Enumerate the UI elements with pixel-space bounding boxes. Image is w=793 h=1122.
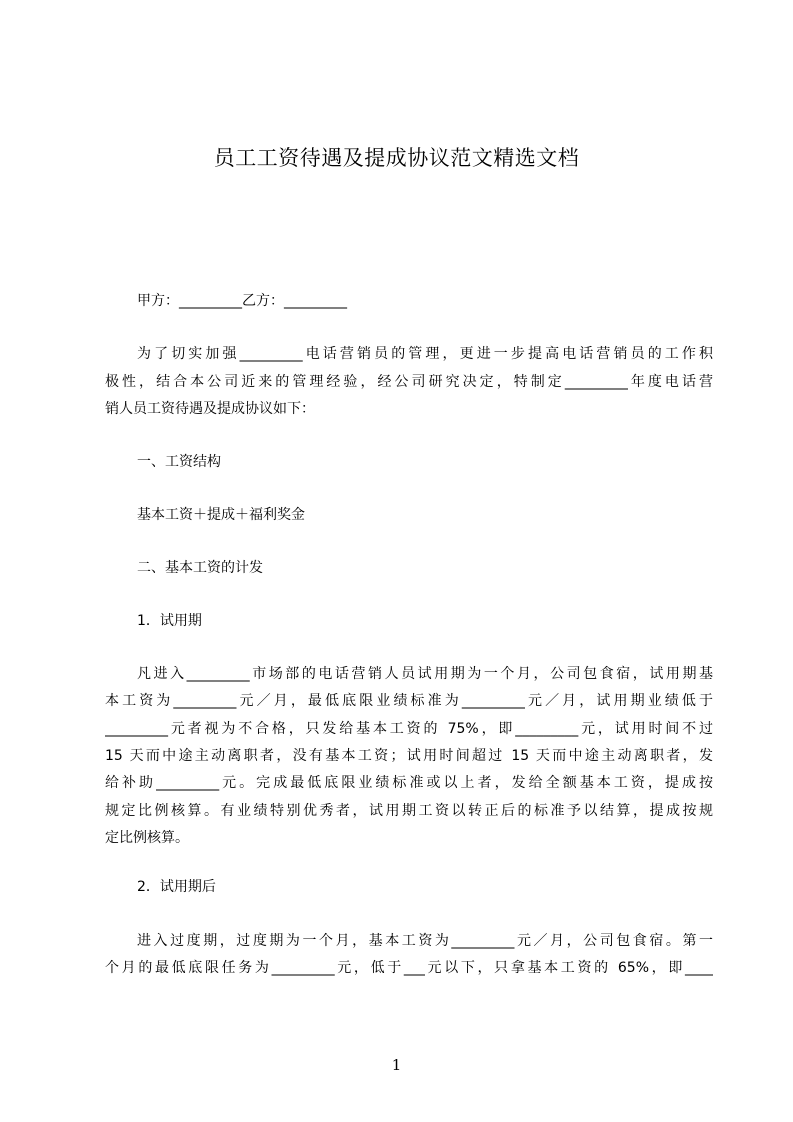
page-number: 1 bbox=[391, 1056, 402, 1074]
sub1-line-4: 15 天而中途主动离职者，没有基本工资；试用时间超过 15 天而中途主动离职者，发 bbox=[105, 748, 713, 764]
sub2-heading: 2．试用期后 bbox=[137, 879, 216, 895]
document-title: 员工工资待遇及提成协议范文精选文档 bbox=[213, 146, 580, 170]
intro-line-2: 极性，结合本公司近来的管理经验，经公司研究决定，特制定_________年度电话营 bbox=[105, 374, 713, 390]
sub1-line-5: 给补助_________元。完成最低底限业绩标准或以上者，发给全额基本工资，提成按 bbox=[105, 775, 713, 791]
section1-text: 基本工资＋提成＋福利奖金 bbox=[137, 507, 305, 523]
section1-heading: 一、工资结构 bbox=[137, 454, 221, 470]
sub1-heading: 1．试用期 bbox=[137, 613, 202, 629]
intro-line-3: 销人员工资待遇及提成协议如下： bbox=[105, 401, 315, 417]
section2-heading: 二、基本工资的计发 bbox=[137, 560, 263, 576]
sub1-line-1: 凡进入_________市场部的电话营销人员试用期为一个月，公司包食宿，试用期基 bbox=[137, 666, 713, 682]
sub1-line-2: 本工资为_________元／月，最低底限业绩标准为_________元／月，试用期业绩低于 bbox=[105, 693, 713, 709]
sub2-line-2: 个月的最低底限任务为_________元，低于___元以下，只拿基本工资的 65%，即____ bbox=[105, 960, 713, 976]
parties-line: 甲方：_________乙方：_________ bbox=[137, 293, 347, 309]
intro-line-1: 为了切实加强_________电话营销员的管理，更进一步提高电话营销员的工作积 bbox=[137, 346, 713, 362]
sub1-line-6: 规定比例核算。有业绩特别优秀者，试用期工资以转正后的标准予以结算，提成按规 bbox=[105, 803, 713, 819]
sub1-line-7: 定比例核算。 bbox=[105, 830, 189, 846]
sub2-line-1: 进入过度期，过度期为一个月，基本工资为_________元／月，公司包食宿。第一 bbox=[137, 933, 713, 949]
sub1-line-3: _________元者视为不合格，只发给基本工资的 75%，即_________元，试用时间不过 bbox=[105, 721, 713, 737]
